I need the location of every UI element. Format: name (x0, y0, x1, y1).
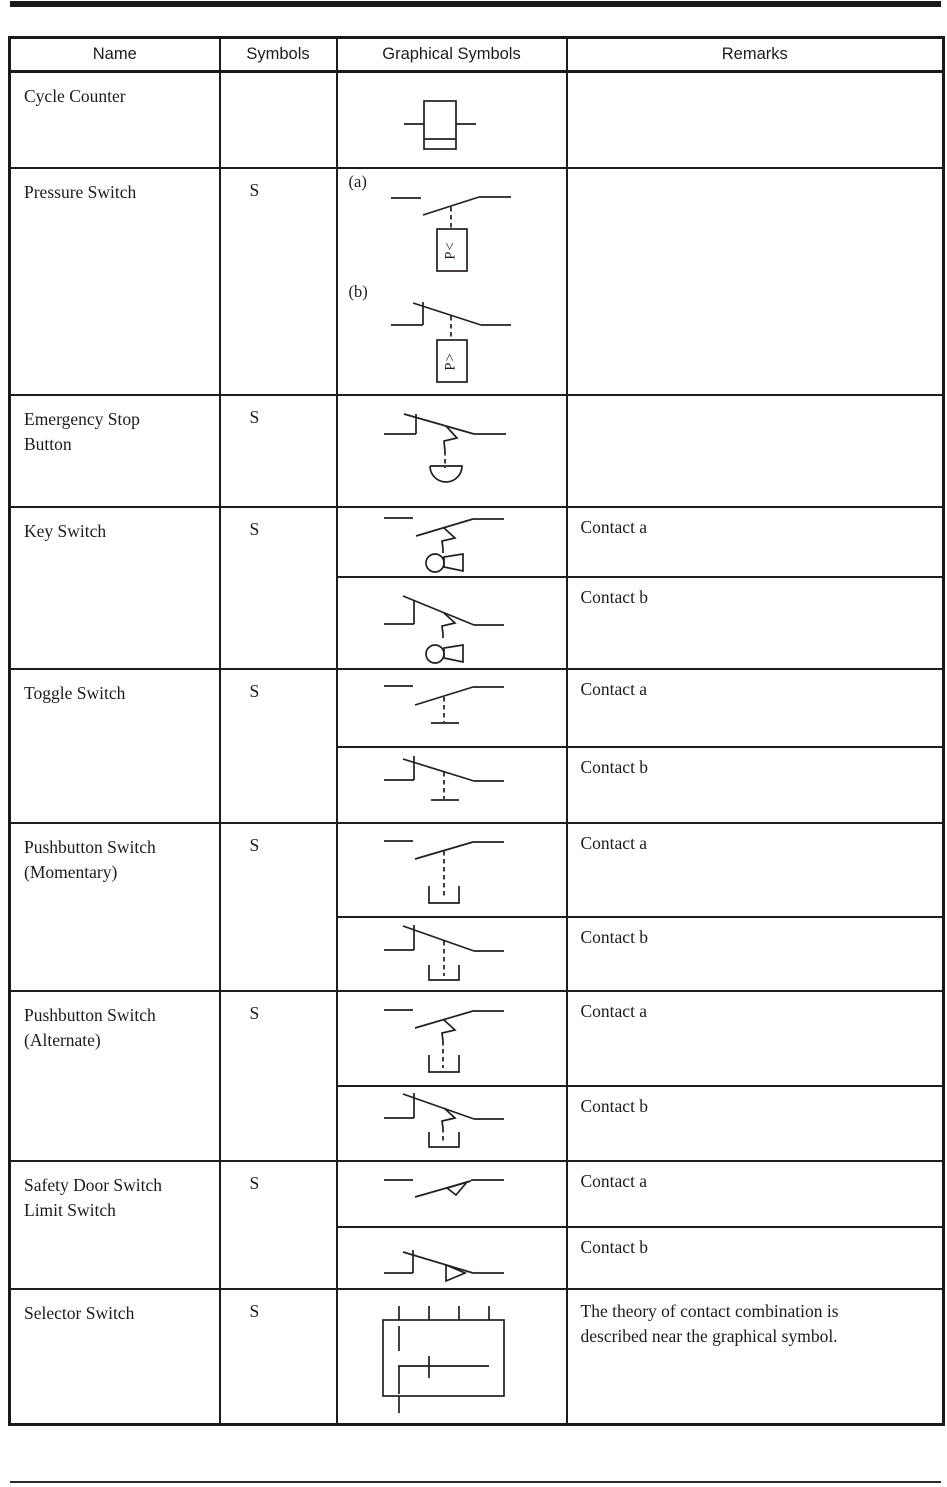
table-row (10, 991, 944, 1086)
row-remark: Contact b (567, 1227, 944, 1289)
row-symbol-letter: S (220, 1289, 337, 1425)
table-row (10, 823, 944, 917)
row-symbol-letter: S (220, 669, 337, 823)
row-name: Pressure Switch (10, 168, 220, 395)
table-row (10, 168, 944, 395)
row-name: Pushbutton Switch (Alternate) (10, 991, 220, 1161)
header-row (10, 38, 944, 72)
table-row (10, 1289, 944, 1425)
graphical-symbol-cell (337, 72, 567, 169)
graphical-symbol-cell (337, 1227, 567, 1289)
cycle-counter-symbol (338, 73, 564, 167)
row-name: Safety Door Switch Limit Switch (10, 1161, 220, 1289)
graphical-symbol-cell (337, 395, 567, 507)
graphical-symbol-cell (337, 991, 567, 1086)
symbols-table (8, 36, 945, 1426)
graphical-symbol-cell (337, 168, 567, 395)
row-remark: Contact b (567, 917, 944, 991)
row-remark: Contact b (567, 577, 944, 669)
graphical-symbol-cell (337, 577, 567, 669)
page-top-rule (10, 1, 941, 7)
table-row (10, 1161, 944, 1227)
graphical-symbol-cell (337, 1289, 567, 1425)
row-remark: Contact a (567, 991, 944, 1086)
toggle-switch-contact-a-symbol (338, 670, 564, 746)
header-remarks: Remarks (567, 38, 944, 72)
row-symbol-letter: S (220, 507, 337, 669)
row-symbol-letter (220, 72, 337, 169)
table-row (10, 669, 944, 747)
row-remark: Contact a (567, 1161, 944, 1227)
header-name: Name (10, 38, 220, 72)
row-remark: Contact b (567, 747, 944, 823)
selector-switch-symbol (338, 1290, 564, 1423)
pressure-switch-contact-a-symbol (338, 169, 564, 394)
graphical-symbol-cell (337, 669, 567, 747)
row-name: Emergency Stop Button (10, 395, 220, 507)
pushbutton-momentary-contact-a-symbol (338, 824, 564, 916)
pushbutton-alternate-contact-b-symbol (338, 1087, 564, 1160)
table-row (10, 72, 944, 169)
pushbutton-alternate-contact-a-symbol (338, 992, 564, 1085)
row-name: Cycle Counter (10, 72, 220, 169)
graphical-symbol-cell (337, 823, 567, 917)
row-name: Toggle Switch (10, 669, 220, 823)
row-remark: The theory of contact combination is described near the graphical symbol. (567, 1289, 944, 1425)
row-remark: Contact b (567, 1086, 944, 1161)
table-row (10, 507, 944, 577)
row-symbol-letter: S (220, 991, 337, 1161)
emergency-stop-button-symbol (338, 396, 564, 506)
row-remark: Contact a (567, 507, 944, 577)
row-remark: Contact a (567, 669, 944, 747)
row-name: Selector Switch (10, 1289, 220, 1425)
key-switch-contact-b-symbol (338, 578, 564, 668)
variant-label-b: (b) (348, 282, 368, 301)
limit-switch-contact-b-symbol (338, 1228, 564, 1288)
toggle-switch-contact-b-symbol (338, 748, 564, 822)
pressure-box-label-b: P> (443, 351, 459, 371)
row-remark (567, 395, 944, 507)
graphical-symbol-cell (337, 1161, 567, 1227)
table-row (10, 395, 944, 507)
pressure-box-label-a: P< (443, 240, 459, 260)
row-name: Pushbutton Switch (Momentary) (10, 823, 220, 991)
limit-switch-contact-a-symbol (338, 1162, 564, 1226)
row-remark: Contact a (567, 823, 944, 917)
header-symbols: Symbols (220, 38, 337, 72)
header-graphical-symbols: Graphical Symbols (337, 38, 567, 72)
row-symbol-letter: S (220, 395, 337, 507)
key-switch-contact-a-symbol (338, 508, 564, 576)
row-symbol-letter: S (220, 1161, 337, 1289)
graphical-symbol-cell (337, 747, 567, 823)
variant-label-a: (a) (348, 172, 367, 191)
graphical-symbol-cell (337, 1086, 567, 1161)
row-name: Key Switch (10, 507, 220, 669)
pushbutton-momentary-contact-b-symbol (338, 918, 564, 990)
row-symbol-letter: S (220, 168, 337, 395)
graphical-symbol-cell (337, 507, 567, 577)
row-remark (567, 72, 944, 169)
page-bottom-rule (10, 1481, 941, 1483)
row-symbol-letter: S (220, 823, 337, 991)
row-remark (567, 168, 944, 395)
graphical-symbol-cell (337, 917, 567, 991)
